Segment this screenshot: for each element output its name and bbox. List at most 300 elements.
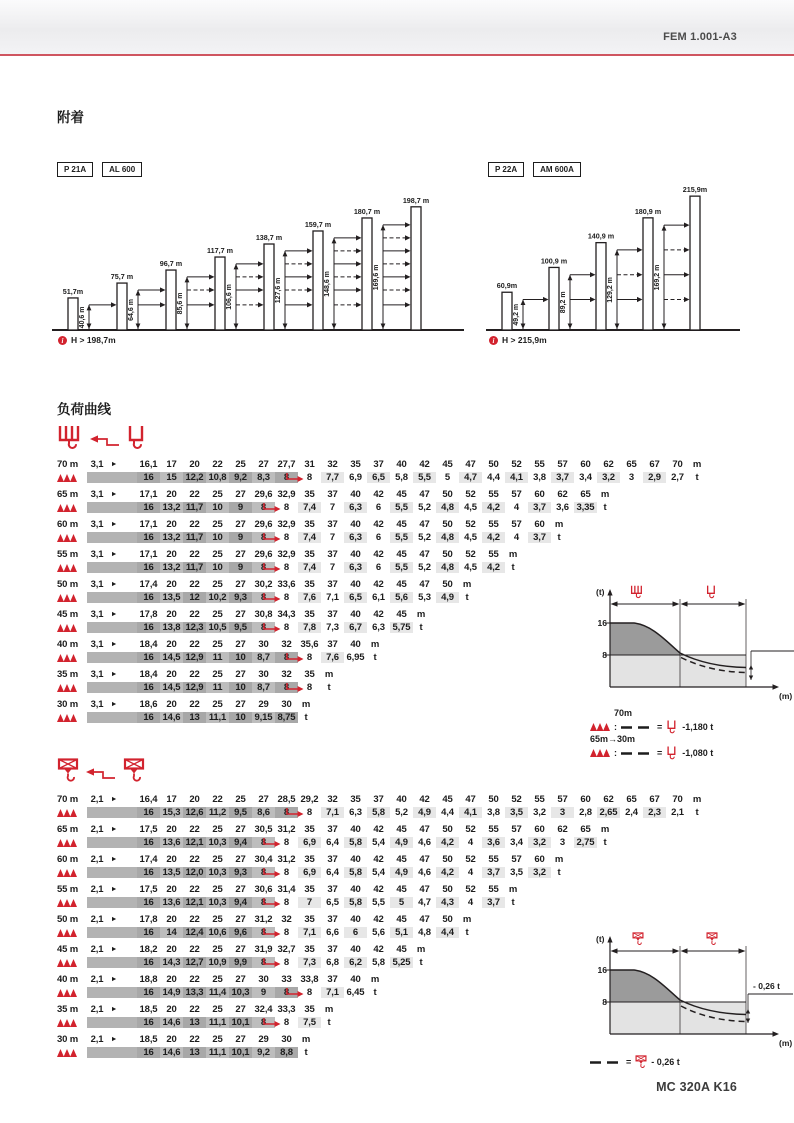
unit-length: m <box>416 944 426 955</box>
load-value-after-reeving-arrow: 8 <box>298 682 321 693</box>
load-value: 6 <box>344 927 367 938</box>
load-line <box>57 561 705 574</box>
load-value-after-reeving-arrow: 8 <box>275 867 298 878</box>
load-value: 16 <box>137 837 160 848</box>
radius-value: 52 <box>511 794 522 805</box>
tower-mast <box>215 257 225 330</box>
load-value: 8,75 <box>275 712 298 723</box>
radius-value: 22 <box>189 884 200 895</box>
load-value: 16 <box>137 502 160 513</box>
load-value: 5,5 <box>390 502 413 513</box>
radius-value: 47 <box>465 794 476 805</box>
radius-value: 25 <box>212 944 223 955</box>
radius-value: 16,4 <box>139 794 158 805</box>
min-radius-value: 2,1 <box>90 884 104 895</box>
radius-value: 35 <box>304 824 315 835</box>
load-value: 7,6 <box>298 592 321 603</box>
range-marker-icon: ► <box>110 701 118 708</box>
tower-mast <box>549 267 559 330</box>
load-value: 13,5 <box>160 592 183 603</box>
load-value: 5,8 <box>344 837 367 848</box>
load-value: 10 <box>206 502 229 513</box>
radius-value: 40 <box>350 914 361 925</box>
capacity-bar <box>87 622 137 633</box>
load-value: 5,5 <box>390 532 413 543</box>
radius-value: 35 <box>304 579 315 590</box>
load-value: 7,3 <box>298 957 321 968</box>
radius-value: 47 <box>419 884 430 895</box>
x-axis-unit: (m) <box>779 691 793 701</box>
load-value: 5,75 <box>390 622 413 633</box>
radius-value: 52 <box>465 824 476 835</box>
radius-value: 32 <box>327 794 338 805</box>
anchor-height-label: 49,2 m <box>513 303 520 326</box>
load-value: 3,7 <box>551 472 574 483</box>
min-radius-value: 2,1 <box>90 824 104 835</box>
tower-height-label: 138,7 m <box>255 233 283 243</box>
load-value: 6 <box>375 502 382 513</box>
load-value: 5,5 <box>390 562 413 573</box>
max-height-note: H > 198,7m <box>71 335 116 345</box>
radius-line <box>57 853 705 866</box>
tower-mast <box>117 283 127 330</box>
radius-value: 25 <box>212 884 223 895</box>
dashed-curve-key-icon <box>590 1060 622 1065</box>
jib-length-label: 30 m <box>57 1034 79 1045</box>
load-value: 4,8 <box>436 532 459 543</box>
unit-load: t <box>373 987 377 998</box>
radius-value: 27 <box>235 549 246 560</box>
load-value: 16 <box>137 622 160 633</box>
load-value: 2,1 <box>671 807 684 818</box>
radius-line <box>57 518 705 531</box>
radius-value: 32 <box>327 459 338 470</box>
anchor-height-label: 64,6 m <box>128 299 135 321</box>
load-value: 3,7 <box>482 867 505 878</box>
load-value: 5,5 <box>372 897 385 908</box>
tower-height-label: 100,9 m <box>540 256 568 266</box>
chart-legend <box>588 1055 794 1069</box>
load-value: 3,7 <box>528 532 551 543</box>
min-radius-value: 2,1 <box>90 1004 104 1015</box>
load-value: 8 <box>252 532 275 543</box>
load-value: 16 <box>137 807 160 818</box>
radius-value: 50 <box>442 549 453 560</box>
tie-anchor-icon <box>57 684 87 692</box>
radius-value: 25 <box>212 1034 223 1045</box>
radius-value: 35 <box>304 669 315 680</box>
load-line <box>57 806 705 819</box>
radius-value: 20 <box>166 974 177 985</box>
colon-symbol: : <box>614 748 617 758</box>
radius-value: 27 <box>235 884 246 895</box>
load-value: 5,2 <box>395 807 408 818</box>
load-value: 11,1 <box>206 712 229 723</box>
range-marker-icon: ► <box>110 1006 118 1013</box>
load-curve-diagram-1 <box>588 583 794 760</box>
radius-value: 40 <box>350 974 361 985</box>
unit-length: m <box>692 459 702 470</box>
tie-anchor-icon <box>57 839 87 847</box>
load-value: 5,4 <box>372 837 385 848</box>
radius-value: 20 <box>166 824 177 835</box>
radius-value: 42 <box>373 519 384 530</box>
load-value-after-reeving-arrow: 8 <box>275 622 298 633</box>
tower-height-label: 117,7 m <box>207 246 233 256</box>
range-marker-icon: ► <box>110 551 118 558</box>
load-value: 16 <box>137 712 160 723</box>
load-value: 6,5 <box>326 897 339 908</box>
radius-value: 31,4 <box>277 884 296 895</box>
radius-value: 27 <box>258 794 269 805</box>
crane-model: MC 320A K16 <box>656 1080 737 1094</box>
load-value: 5,3 <box>418 592 431 603</box>
min-radius-value: 2,1 <box>90 1034 104 1045</box>
radius-value: 20 <box>166 699 177 710</box>
full-capacity-area <box>610 623 680 655</box>
legend-entry <box>590 746 794 760</box>
radius-value: 17 <box>166 794 177 805</box>
legend-delta-value: -1,180 t <box>682 722 714 732</box>
radius-value: 55 <box>488 549 499 560</box>
radius-value: 60 <box>534 854 545 865</box>
radius-value: 32,9 <box>277 549 296 560</box>
load-value: 4 <box>467 867 474 878</box>
load-value: 2,8 <box>579 807 592 818</box>
unit-load: t <box>695 807 699 818</box>
min-radius-value: 2,1 <box>90 794 104 805</box>
min-radius-value: 3,1 <box>90 579 104 590</box>
load-table-row <box>57 488 705 514</box>
radius-value: 25 <box>212 549 223 560</box>
load-value: 9,5 <box>229 807 252 818</box>
radius-value: 20 <box>166 639 177 650</box>
radius-value: 32,9 <box>277 489 296 500</box>
load-value: 7 <box>329 562 336 573</box>
load-value: 4,2 <box>482 562 505 573</box>
min-radius-value: 3,1 <box>90 459 104 470</box>
load-value: 8,3 <box>252 472 275 483</box>
radius-value: 20 <box>166 854 177 865</box>
tie-anchor-icon <box>57 624 87 632</box>
load-table-row <box>57 548 705 574</box>
radius-value: 27 <box>235 1004 246 1015</box>
unit-length: m <box>600 489 610 500</box>
load-value: 4,7 <box>418 897 431 908</box>
radius-value: 35 <box>304 914 315 925</box>
radius-value: 30 <box>258 974 269 985</box>
radius-value: 17,4 <box>139 854 158 865</box>
tie-anchor-icon <box>57 654 87 662</box>
y-tick-16: 16 <box>597 965 607 975</box>
capacity-bar <box>87 897 137 908</box>
jib-length-label: 50 m <box>57 914 79 925</box>
min-radius-value: 3,1 <box>90 519 104 530</box>
anchor-height-label: 127,6 m <box>275 277 282 304</box>
load-value: 6,3 <box>344 532 367 543</box>
radius-value: 40 <box>350 489 361 500</box>
load-value: 10 <box>206 562 229 573</box>
load-value: 4,9 <box>390 867 413 878</box>
tower-height-label: 140,9 m <box>587 231 615 241</box>
radius-value: 25 <box>212 854 223 865</box>
range-marker-icon: ► <box>110 946 118 953</box>
load-value: 6,3 <box>344 502 367 513</box>
load-value: 16 <box>137 867 160 878</box>
unit-length: m <box>301 699 311 710</box>
load-value: 3,6 <box>482 837 505 848</box>
load-value: 8,7 <box>252 652 275 663</box>
radius-value: 22 <box>189 944 200 955</box>
radius-value: 40 <box>350 854 361 865</box>
radius-value: 45 <box>396 824 407 835</box>
dashed-curve-key-icon <box>621 725 653 730</box>
radius-value: 52 <box>465 884 476 895</box>
radius-value: 33,8 <box>300 974 319 985</box>
range-marker-icon: ► <box>110 521 118 528</box>
unit-length: m <box>370 974 380 985</box>
radius-value: 25 <box>212 824 223 835</box>
radius-value: 22 <box>189 974 200 985</box>
load-value: 7,4 <box>298 532 321 543</box>
equals-symbol: = <box>657 748 663 758</box>
radius-value: 50 <box>442 519 453 530</box>
y-tick-8: 8 <box>602 650 607 660</box>
radius-value: 33 <box>281 974 292 985</box>
load-value-after-reeving-arrow: 8 <box>298 652 321 663</box>
radius-value: 17,5 <box>139 824 158 835</box>
load-value: 16 <box>137 1047 160 1058</box>
capacity-bar <box>87 837 137 848</box>
reduced-capacity-area <box>610 1002 746 1034</box>
radius-value: 42 <box>419 459 430 470</box>
min-radius-value: 3,1 <box>90 489 104 500</box>
load-curve-plot <box>588 583 794 705</box>
radius-value: 35 <box>350 459 361 470</box>
radius-value: 42 <box>373 489 384 500</box>
radius-value: 45 <box>442 459 453 470</box>
load-value: 3,5 <box>505 807 528 818</box>
range-marker-icon: ► <box>110 671 118 678</box>
radius-value: 50 <box>442 579 453 590</box>
radius-line <box>57 458 705 471</box>
load-value: 4,1 <box>459 807 482 818</box>
min-radius-value: 3,1 <box>90 549 104 560</box>
load-value: 8 <box>275 652 298 663</box>
radius-value: 30 <box>258 669 269 680</box>
radius-value: 57 <box>511 854 522 865</box>
load-value-after-reeving-arrow: 8 <box>275 562 298 573</box>
radius-value: 55 <box>488 824 499 835</box>
load-value: 9,2 <box>252 1047 275 1058</box>
load-value: 4,1 <box>505 472 528 483</box>
load-value: 4,4 <box>436 927 459 938</box>
tie-anchor-icon <box>57 534 87 542</box>
info-icon <box>489 336 498 345</box>
radius-value: 22 <box>189 1004 200 1015</box>
radius-value: 17 <box>166 459 177 470</box>
radius-value: 55 <box>488 519 499 530</box>
radius-value: 32 <box>281 914 292 925</box>
load-value: 11 <box>206 682 229 693</box>
radius-value: 37 <box>327 824 338 835</box>
load-value: 6,5 <box>367 472 390 483</box>
radius-value: 22 <box>189 699 200 710</box>
anchor-height-label: 106,6 m <box>226 284 233 310</box>
load-value: 10,3 <box>206 867 229 878</box>
radius-value: 65 <box>626 459 637 470</box>
legend-range-label: 70m <box>614 708 633 718</box>
radius-value: 18,2 <box>139 944 158 955</box>
tower-mast <box>166 270 176 330</box>
load-value: 9,4 <box>229 897 252 908</box>
tower-mast <box>362 218 372 330</box>
radius-value: 47 <box>419 824 430 835</box>
load-value: 14,5 <box>160 682 183 693</box>
radius-value: 52 <box>465 489 476 500</box>
load-value: 16 <box>137 987 160 998</box>
radius-value: 37 <box>327 914 338 925</box>
radius-value: 50 <box>442 824 453 835</box>
load-value: 14,6 <box>160 1017 183 1028</box>
radius-value: 28,5 <box>277 794 296 805</box>
capacity-bar <box>87 957 137 968</box>
load-value: 16 <box>137 957 160 968</box>
load-value: 8 <box>252 927 275 938</box>
load-value: 9 <box>229 562 252 573</box>
radius-value: 35,6 <box>300 639 319 650</box>
radius-value: 27 <box>235 489 246 500</box>
load-value-after-reeving-arrow: 8 <box>298 987 321 998</box>
min-radius-value: 3,1 <box>90 639 104 650</box>
unit-load: t <box>419 622 423 633</box>
radius-value: 25 <box>212 1004 223 1015</box>
radius-value: 40 <box>350 579 361 590</box>
capacity-bar <box>87 712 137 723</box>
tower-height-label: 96,7 m <box>159 259 183 269</box>
doc-reference: FEM 1.001-A3 <box>663 31 737 43</box>
capacity-bar <box>87 682 137 693</box>
radius-value: 30,2 <box>254 579 273 590</box>
tie-anchor-icon <box>57 869 87 877</box>
radius-value: 52 <box>511 459 522 470</box>
load-value: 16 <box>137 472 160 483</box>
load-value: 9 <box>229 532 252 543</box>
unit-load: t <box>304 712 308 723</box>
load-value: 13,2 <box>160 532 183 543</box>
radius-value: 60 <box>534 824 545 835</box>
radius-value: 27 <box>235 609 246 620</box>
radius-value: 27 <box>258 459 269 470</box>
radius-value: 50 <box>488 794 499 805</box>
radius-value: 57 <box>511 824 522 835</box>
radius-value: 32,9 <box>277 519 296 530</box>
anchor-height-label: 169,2 m <box>654 264 661 291</box>
jib-length-label: 45 m <box>57 609 79 620</box>
unit-length: m <box>462 914 472 925</box>
radius-value: 70 <box>672 459 683 470</box>
load-line <box>57 501 705 514</box>
load-value: 10,1 <box>229 1047 252 1058</box>
reeving-change-arrow-icon <box>84 767 118 785</box>
reeving-change-pictogram-2 <box>57 757 145 785</box>
range-marker-icon: ► <box>110 796 118 803</box>
radius-value: 27 <box>235 1034 246 1045</box>
radius-value: 40 <box>350 824 361 835</box>
load-value: 14 <box>160 927 183 938</box>
radius-value: 37 <box>327 519 338 530</box>
radius-value: 22 <box>189 914 200 925</box>
radius-value: 17,4 <box>139 579 158 590</box>
load-value: 4,4 <box>487 472 500 483</box>
radius-value: 18,5 <box>139 1004 158 1015</box>
load-value: 6,4 <box>326 837 339 848</box>
load-value-after-reeving-arrow: 8 <box>275 897 298 908</box>
capacity-bar <box>87 502 137 513</box>
load-table-row <box>57 793 705 819</box>
capacity-bar <box>87 927 137 938</box>
load-value: 4,9 <box>436 592 459 603</box>
tie-anchor-icon <box>57 809 87 817</box>
tower-height-label: 180,9 m <box>634 206 662 216</box>
tower-mast <box>411 207 421 330</box>
load-value: 4,8 <box>418 927 431 938</box>
reeving-change-arrow-icon <box>88 434 122 452</box>
load-value: 5,8 <box>372 957 385 968</box>
load-value: 15 <box>160 472 183 483</box>
jib-length-label: 60 m <box>57 854 79 865</box>
radius-value: 57 <box>511 489 522 500</box>
radius-value: 37 <box>327 489 338 500</box>
radius-value: 31,2 <box>254 914 273 925</box>
load-value: 4,5 <box>464 502 477 513</box>
load-value: 9,6 <box>229 927 252 938</box>
radius-value: 27 <box>235 519 246 530</box>
radius-value: 45 <box>396 914 407 925</box>
load-value: 12 <box>183 592 206 603</box>
radius-value: 25 <box>212 519 223 530</box>
radius-value: 42 <box>373 579 384 590</box>
load-value: 5,6 <box>372 927 385 938</box>
radius-value: 57 <box>511 519 522 530</box>
radius-value: 52 <box>465 549 476 560</box>
tie-anchor-icon <box>590 723 610 731</box>
load-value: 12,1 <box>183 837 206 848</box>
load-value: 3,5 <box>510 867 523 878</box>
load-value: 7,5 <box>298 1017 321 1028</box>
radius-value: 20 <box>166 914 177 925</box>
capacity-bar <box>87 867 137 878</box>
range-marker-icon: ► <box>110 641 118 648</box>
radius-value: 27 <box>235 824 246 835</box>
four-fall-hook-icon <box>57 425 83 452</box>
radius-value: 52 <box>465 519 476 530</box>
radius-value: 40 <box>350 609 361 620</box>
radius-value: 42 <box>419 794 430 805</box>
unit-load: t <box>557 867 561 878</box>
radius-value: 20 <box>166 519 177 530</box>
load-value: 6,1 <box>372 592 385 603</box>
equals-symbol: = <box>657 722 663 732</box>
load-value: 5,5 <box>413 472 436 483</box>
tie-anchor-icon <box>590 749 610 757</box>
equals-symbol: = <box>626 1057 632 1067</box>
radius-value: 22 <box>189 579 200 590</box>
radius-value: 45 <box>396 884 407 895</box>
dashed-curve-key-icon <box>621 751 653 756</box>
radius-value: 35 <box>304 854 315 865</box>
radius-value: 16,1 <box>139 459 158 470</box>
